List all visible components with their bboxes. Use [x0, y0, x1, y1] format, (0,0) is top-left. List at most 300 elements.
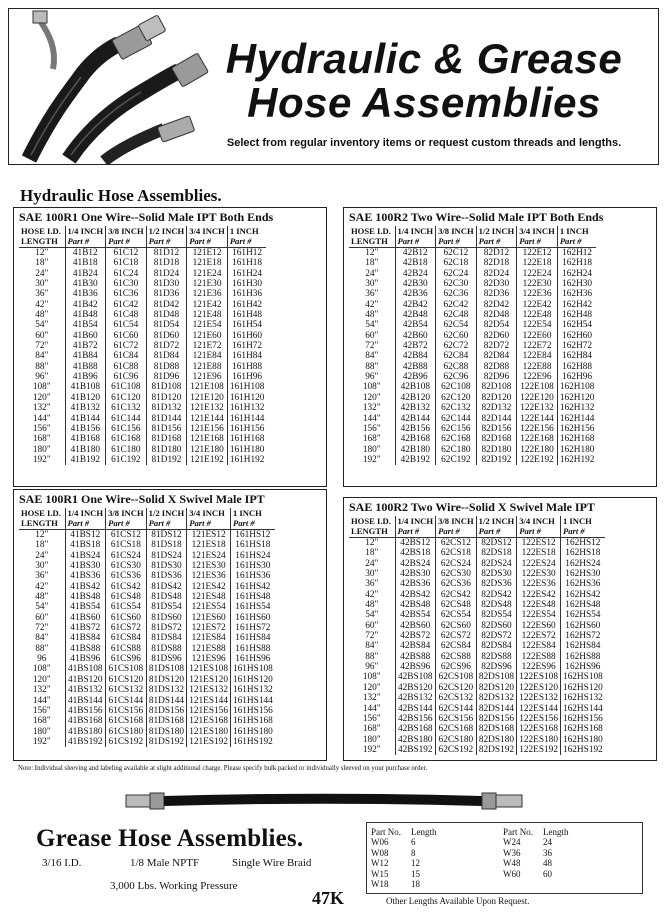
part-number-cell: 161H12 — [232, 248, 263, 258]
length-cell: 144" — [19, 696, 65, 706]
length-cell: 108" — [19, 382, 65, 392]
table-row — [349, 300, 596, 310]
part-number-cell: 61CS48 — [106, 592, 147, 602]
part-number-cell: 82DS88 — [476, 652, 517, 662]
length-cell: 72" — [349, 341, 395, 351]
table-row — [19, 561, 275, 571]
length-cell: 88" — [349, 362, 395, 372]
part-number-cell: 122E192 — [517, 455, 558, 465]
length-cell: 24" — [19, 551, 65, 561]
column-subheader: Part # — [65, 236, 106, 248]
part-number-cell: 41B18 — [65, 258, 106, 268]
table-row — [19, 393, 266, 403]
part-number-cell: 162HS88 — [565, 651, 601, 662]
part-number-cell: 121ES144 — [187, 696, 231, 706]
part-number-cell: 41BS12 — [65, 530, 106, 541]
hose-fittings-illustration — [9, 9, 209, 164]
part-number-cell: 61C192 — [106, 455, 147, 465]
length-header: Length — [543, 827, 569, 837]
length-cell: 120" — [19, 675, 65, 685]
length-header: Length — [411, 827, 437, 837]
table-row — [19, 331, 266, 341]
part-number-cell: 122ES84 — [517, 641, 561, 651]
header-row — [349, 226, 596, 236]
part-number-cell: 62C120 — [436, 393, 477, 403]
table-row — [19, 675, 275, 685]
header-row — [19, 226, 266, 236]
part-number-cell: 62CS60 — [436, 621, 477, 631]
column-subheader: Part # — [436, 526, 477, 538]
table-row — [349, 434, 596, 444]
part-number-cell: 121E48 — [187, 310, 228, 320]
part-number-cell: 82DS156 — [476, 714, 517, 724]
part-number-cell: 161HS192 — [232, 736, 273, 747]
table-row — [19, 310, 266, 320]
part-number-cell: 62CS72 — [436, 631, 477, 641]
table-row — [349, 455, 596, 465]
part-number-cell: 42BS96 — [395, 662, 436, 672]
column-header: 3/4 INCH — [187, 226, 228, 236]
part-number-cell: 161H30 — [232, 279, 263, 290]
part-number-cell: 42BS156 — [395, 714, 436, 724]
column-subheader: Part # — [476, 526, 517, 538]
grease-title: Grease Hose Assemblies. — [36, 825, 304, 852]
part-number-cell: 161H84 — [232, 351, 263, 362]
column-header: 1/4 INCH — [65, 508, 106, 518]
column-header: 1 INCH — [232, 508, 262, 518]
part-number-cell: 62C108 — [436, 382, 477, 392]
part-number-cell: 161HS42 — [235, 581, 271, 592]
part-number-cell: 161H24 — [232, 268, 263, 279]
part-number-cell: 162HS120 — [562, 682, 603, 693]
part-number-cell: 162HS132 — [562, 693, 603, 704]
part-number-cell: 122ES48 — [517, 600, 561, 610]
part-number-cell: 62C156 — [436, 424, 477, 434]
table-row — [19, 434, 266, 444]
part-number-cell: 122E156 — [517, 424, 558, 434]
part-number-cell: 122ES168 — [517, 724, 561, 734]
part-number-cell: 122ES120 — [517, 683, 561, 693]
part-number-cell: 61CS36 — [106, 571, 147, 581]
part-number-cell: 161HS96 — [235, 654, 271, 665]
column-subheader: Part # — [476, 236, 517, 248]
length-cell: 30" — [19, 279, 65, 289]
part-number-cell: 121E30 — [187, 279, 228, 289]
part-number-cell: 162H48 — [562, 310, 593, 321]
column-header: 1/4 INCH — [65, 226, 106, 236]
length-cell: 72" — [19, 623, 65, 633]
length-cell: 84" — [19, 633, 65, 643]
part-number-cell: 61CS72 — [106, 623, 147, 633]
part-number-cell: 82DS42 — [476, 590, 517, 600]
length-cell: 192" — [349, 455, 395, 465]
part-number-cell: 122ES42 — [517, 590, 561, 600]
part-number-cell: 61CS88 — [106, 644, 147, 654]
length-cell: 48" — [19, 310, 65, 320]
length-cell: 30" — [349, 279, 395, 289]
part-number-cell: 42BS192 — [395, 745, 436, 755]
header-row — [19, 518, 275, 530]
column-header: 3/8 INCH — [436, 516, 477, 526]
part-number-cell: 162HS48 — [565, 600, 601, 611]
grease-length: 8 — [411, 847, 416, 858]
table-row — [19, 530, 275, 541]
part-number-cell: 162H96 — [562, 372, 593, 383]
part-number-cell: 41B84 — [65, 351, 106, 361]
part-number-cell: 122E168 — [517, 434, 558, 444]
part-number-cell: 62CS54 — [436, 610, 477, 620]
part-number-cell: 82D12 — [476, 248, 517, 259]
part-number-cell: 61C120 — [106, 393, 147, 403]
other-lengths-note: Other Lengths Available Upon Request. — [386, 896, 530, 906]
part-number-cell: 81DS108 — [146, 664, 187, 674]
part-number-cell: 82DS96 — [476, 662, 517, 672]
part-number-cell: 162HS60 — [565, 620, 601, 631]
table-row — [349, 289, 596, 299]
part-number-cell: 61C168 — [106, 434, 147, 444]
part-number-cell: 41BS132 — [65, 685, 106, 695]
column-subheader: Part # — [395, 526, 436, 538]
part-number-cell: 82D18 — [476, 258, 517, 268]
part-number-cell: 161H72 — [232, 341, 263, 352]
part-number-cell: 62CS120 — [436, 683, 477, 693]
part-number-cell: 122E132 — [517, 403, 558, 413]
table-row — [19, 540, 275, 550]
part-number-cell: 121E54 — [187, 320, 228, 330]
part-number-cell: 162H168 — [559, 434, 595, 445]
page-number: 47K — [312, 888, 345, 908]
part-number-cell: 82D54 — [476, 320, 517, 330]
table-row — [349, 331, 596, 341]
part-number-cell: 162H24 — [562, 268, 593, 279]
part-number-cell: 121ES72 — [187, 623, 231, 633]
table-row — [19, 362, 266, 372]
grease-thread: 1/8 Male NPTF — [130, 857, 200, 869]
table-row — [349, 351, 596, 361]
part-number-cell: 122ES156 — [517, 714, 561, 724]
part-number-cell: 82D156 — [476, 424, 517, 434]
part-number-cell: 121E120 — [187, 393, 228, 403]
header-banner — [8, 8, 659, 165]
part-number-cell: 121ES156 — [187, 706, 231, 716]
part-number-cell: 42BS84 — [395, 641, 436, 651]
part-number-cell: 42BS144 — [395, 704, 436, 714]
column-header: 1/4 INCH — [395, 226, 436, 236]
part-number-cell: 61CS96 — [106, 654, 147, 664]
part-number-cell: 161H108 — [229, 382, 265, 393]
length-cell: 192" — [19, 455, 65, 465]
column-header: 3/4 INCH — [187, 508, 231, 518]
part-number-cell: 41B96 — [65, 372, 106, 382]
table-row — [19, 582, 275, 592]
table-row — [19, 248, 266, 259]
part-number-cell: 121E36 — [187, 289, 228, 299]
part-number-cell: 81DS192 — [146, 737, 187, 747]
column-header: 3/4 INCH — [517, 516, 561, 526]
part-number-cell: 161HS12 — [235, 530, 271, 540]
part-number-cell: 61CS30 — [106, 561, 147, 571]
column-subheader: Part # — [65, 518, 106, 530]
length-cell: 84" — [349, 641, 395, 651]
length-cell: 96" — [19, 372, 65, 382]
part-number-cell: 42BS24 — [395, 559, 436, 569]
part-number-cell: 62C168 — [436, 434, 477, 444]
grease-pressure: 3,000 Lbs. Working Pressure — [110, 880, 238, 892]
table-row — [349, 382, 596, 392]
part-number-cell: 122E48 — [517, 310, 558, 320]
part-number-cell: 162HS12 — [565, 538, 601, 548]
part-number-cell: 81DS42 — [146, 582, 187, 592]
length-cell: 60" — [19, 613, 65, 623]
part-number-cell: 42B132 — [395, 403, 436, 413]
part-number-cell: 122ES60 — [517, 621, 561, 631]
length-cell: 192" — [349, 745, 395, 755]
table-row — [349, 600, 605, 610]
part-number-cell: 122E24 — [517, 269, 558, 279]
part-number-cell: 161H18 — [232, 258, 263, 269]
parts-table — [19, 226, 266, 465]
part-number-cell: 81D60 — [146, 331, 187, 341]
part-number-cell: 122ES24 — [517, 559, 561, 569]
part-number-cell: 161HS88 — [235, 643, 271, 654]
length-cell: 88" — [19, 644, 65, 654]
page-title — [194, 37, 654, 125]
length-cell: 18" — [349, 258, 395, 268]
table-row — [349, 320, 596, 330]
part-number-cell: 161H168 — [229, 434, 265, 445]
part-number-cell: 81D24 — [146, 269, 187, 279]
grease-part-row — [371, 848, 437, 858]
part-number-cell: 62CS30 — [436, 569, 477, 579]
column-subheader: Part # — [106, 518, 147, 530]
part-number-cell: 162H54 — [562, 320, 593, 331]
part-number-cell: 41BS84 — [65, 633, 106, 643]
part-number-cell: 82DS168 — [476, 724, 517, 734]
part-number-cell: 62CS96 — [436, 662, 477, 672]
table-row — [19, 613, 275, 623]
part-number-cell: 122ES54 — [517, 610, 561, 620]
part-number-cell: 62CS18 — [436, 548, 477, 558]
part-number-cell: 42BS54 — [395, 610, 436, 620]
part-number-cell: 61C180 — [106, 445, 147, 455]
column-subheader: Part # — [227, 236, 266, 248]
part-number-cell: 122E30 — [517, 279, 558, 289]
part-number-cell: 82D24 — [476, 269, 517, 279]
table-row — [349, 569, 605, 579]
part-number-cell: 61C42 — [106, 300, 147, 310]
length-cell: 132" — [349, 693, 395, 703]
part-number-cell: 62CS42 — [436, 590, 477, 600]
grease-braid: Single Wire Braid — [232, 857, 312, 869]
part-number-cell: 41BS18 — [65, 540, 106, 550]
part-number-cell: 62C132 — [436, 403, 477, 413]
length-cell: 72" — [19, 341, 65, 351]
part-number-cell: 61CS192 — [106, 737, 147, 747]
length-cell: 12" — [19, 248, 65, 259]
length-cell: 12" — [349, 248, 395, 259]
part-number-cell: 162H156 — [559, 423, 595, 434]
grease-length: 24 — [543, 837, 552, 848]
part-number-cell: 81DS88 — [146, 644, 187, 654]
part-number-cell: 122E108 — [517, 382, 558, 392]
part-number-cell: 82D48 — [476, 310, 517, 320]
column-header: 3/8 INCH — [436, 226, 477, 236]
part-number-cell: 161HS144 — [232, 695, 273, 706]
length-cell: 18" — [349, 548, 395, 558]
length-cell: 24" — [349, 559, 395, 569]
part-number-cell: 62C24 — [436, 269, 477, 279]
part-number-cell: 61CS84 — [106, 633, 147, 643]
part-number-cell: 62CS48 — [436, 600, 477, 610]
table-row — [19, 300, 266, 310]
part-number-cell: 42B88 — [395, 362, 436, 372]
part-number-cell: 42BS12 — [395, 538, 436, 549]
length-cell: 168" — [349, 724, 395, 734]
column-subheader: Part # — [146, 236, 187, 248]
part-number-cell: 61C54 — [106, 320, 147, 330]
part-number-cell: 121ES36 — [187, 571, 231, 581]
grease-part-number: W48 — [503, 858, 521, 869]
table-r2-solid — [343, 207, 657, 487]
length-cell: 12" — [19, 530, 65, 541]
length-cell: 42" — [349, 300, 395, 310]
part-number-cell: 61CS120 — [106, 675, 147, 685]
part-number-cell: 162H88 — [562, 361, 593, 372]
table-row — [349, 445, 596, 455]
column-header: HOSE I.D. — [349, 516, 395, 526]
part-number-cell: 161H48 — [232, 310, 263, 321]
part-number-cell: 162HS180 — [562, 734, 603, 745]
part-number-cell: 162HS96 — [565, 662, 601, 673]
part-number-cell: 81DS48 — [146, 592, 187, 602]
part-number-cell: 81D180 — [146, 445, 187, 455]
part-number-cell: 62C12 — [436, 248, 477, 259]
table-r1-swivel — [13, 489, 327, 761]
table-row — [19, 455, 266, 465]
part-number-cell: 62C48 — [436, 310, 477, 320]
table-row — [19, 279, 266, 289]
length-cell: 88" — [349, 652, 395, 662]
part-number-cell: 42B60 — [395, 331, 436, 341]
part-number-cell: 81DS84 — [146, 633, 187, 643]
grease-part-row — [503, 869, 569, 879]
part-number-cell: 121E88 — [187, 362, 228, 372]
length-cell: 144" — [349, 704, 395, 714]
part-number-cell: 62CS108 — [436, 672, 477, 682]
part-number-cell: 42BS180 — [395, 735, 436, 745]
part-number-cell: 61C88 — [106, 362, 147, 372]
table-title: SAE 100R1 One Wire--Solid Male IPT Both Ends — [19, 210, 274, 224]
part-number-cell: 162HS30 — [565, 569, 601, 580]
part-number-cell: 41B12 — [65, 248, 106, 259]
part-number-cell: 81DS132 — [146, 685, 187, 695]
part-number-cell: 61C12 — [106, 248, 147, 259]
part-number-cell: 122ES180 — [517, 735, 561, 745]
grease-length: 15 — [411, 868, 420, 879]
part-number-cell: 122E88 — [517, 362, 558, 372]
part-number-cell: 41BS60 — [65, 613, 106, 623]
part-number-cell: 81D30 — [146, 279, 187, 289]
table-row — [349, 704, 605, 714]
length-cell: 108" — [349, 382, 395, 392]
part-number-cell: 61C84 — [106, 351, 147, 361]
part-number-cell: 122E12 — [517, 248, 558, 259]
part-number-cell: 121ES48 — [187, 592, 231, 602]
part-number-cell: 81D120 — [146, 393, 187, 403]
column-subheader: LENGTH — [349, 236, 395, 248]
table-row — [349, 652, 605, 662]
part-number-cell: 61C144 — [106, 414, 147, 424]
part-number-cell: 122E96 — [517, 372, 558, 382]
part-number-cell: 42B18 — [395, 258, 436, 268]
part-number-cell: 61C60 — [106, 331, 147, 341]
part-number-cell: 162HS18 — [565, 548, 601, 559]
part-number-cell: 42B84 — [395, 351, 436, 361]
table-row — [349, 559, 605, 569]
part-number-cell: 42B96 — [395, 372, 436, 382]
part-number-cell: 42B72 — [395, 341, 436, 351]
part-number-cell: 41BS54 — [65, 602, 106, 612]
part-number-cell: 41B144 — [65, 414, 106, 424]
grease-length: 18 — [411, 879, 420, 890]
part-number-cell: 162HS144 — [562, 703, 603, 714]
part-number-cell: 42B48 — [395, 310, 436, 320]
table-row — [19, 602, 275, 612]
part-number-cell: 62C30 — [436, 279, 477, 289]
table-row — [19, 727, 275, 737]
part-number-cell: 122ES88 — [517, 652, 561, 662]
part-number-cell: 161HS120 — [232, 674, 273, 685]
part-number-cell: 61C132 — [106, 403, 147, 413]
table-row — [19, 737, 275, 747]
part-number-cell: 41BS88 — [65, 644, 106, 654]
part-number-cell: 122ES18 — [517, 548, 561, 558]
part-number-cell: 161H60 — [232, 330, 263, 341]
column-header: HOSE I.D. — [19, 226, 65, 236]
part-number-cell: 122E42 — [517, 300, 558, 310]
length-cell: 180" — [349, 445, 395, 455]
length-cell: 54" — [349, 320, 395, 330]
part-number-cell: 122ES96 — [517, 662, 561, 672]
part-number-cell: 62C54 — [436, 320, 477, 330]
part-number-cell: 162HS54 — [565, 610, 601, 621]
part-number-cell: 81DS54 — [146, 602, 187, 612]
length-cell: 84" — [349, 351, 395, 361]
part-number-cell: 42B144 — [395, 414, 436, 424]
part-number-cell: 162HS84 — [565, 641, 601, 652]
part-number-cell: 62CS24 — [436, 559, 477, 569]
part-number-cell: 82D192 — [476, 455, 517, 465]
part-number-cell: 62C72 — [436, 341, 477, 351]
part-number-cell: 61CS132 — [106, 685, 147, 695]
part-number-cell: 81DS60 — [146, 613, 187, 623]
part-number-cell: 81D144 — [146, 414, 187, 424]
grease-part-number: W24 — [503, 837, 521, 848]
part-number-cell: 162H72 — [562, 341, 593, 352]
table-row — [349, 579, 605, 589]
part-number-cell: 62C192 — [436, 455, 477, 465]
part-number-cell: 61CS42 — [106, 582, 147, 592]
length-cell: 120" — [19, 393, 65, 403]
part-number-cell: 122ES132 — [517, 693, 561, 703]
part-number-cell: 42BS30 — [395, 569, 436, 579]
part-number-cell: 42B156 — [395, 424, 436, 434]
part-number-cell: 42BS72 — [395, 631, 436, 641]
length-cell: 36" — [19, 571, 65, 581]
part-number-cell: 41B54 — [65, 320, 106, 330]
header-row — [349, 516, 605, 526]
part-number-cell: 81D168 — [146, 434, 187, 444]
